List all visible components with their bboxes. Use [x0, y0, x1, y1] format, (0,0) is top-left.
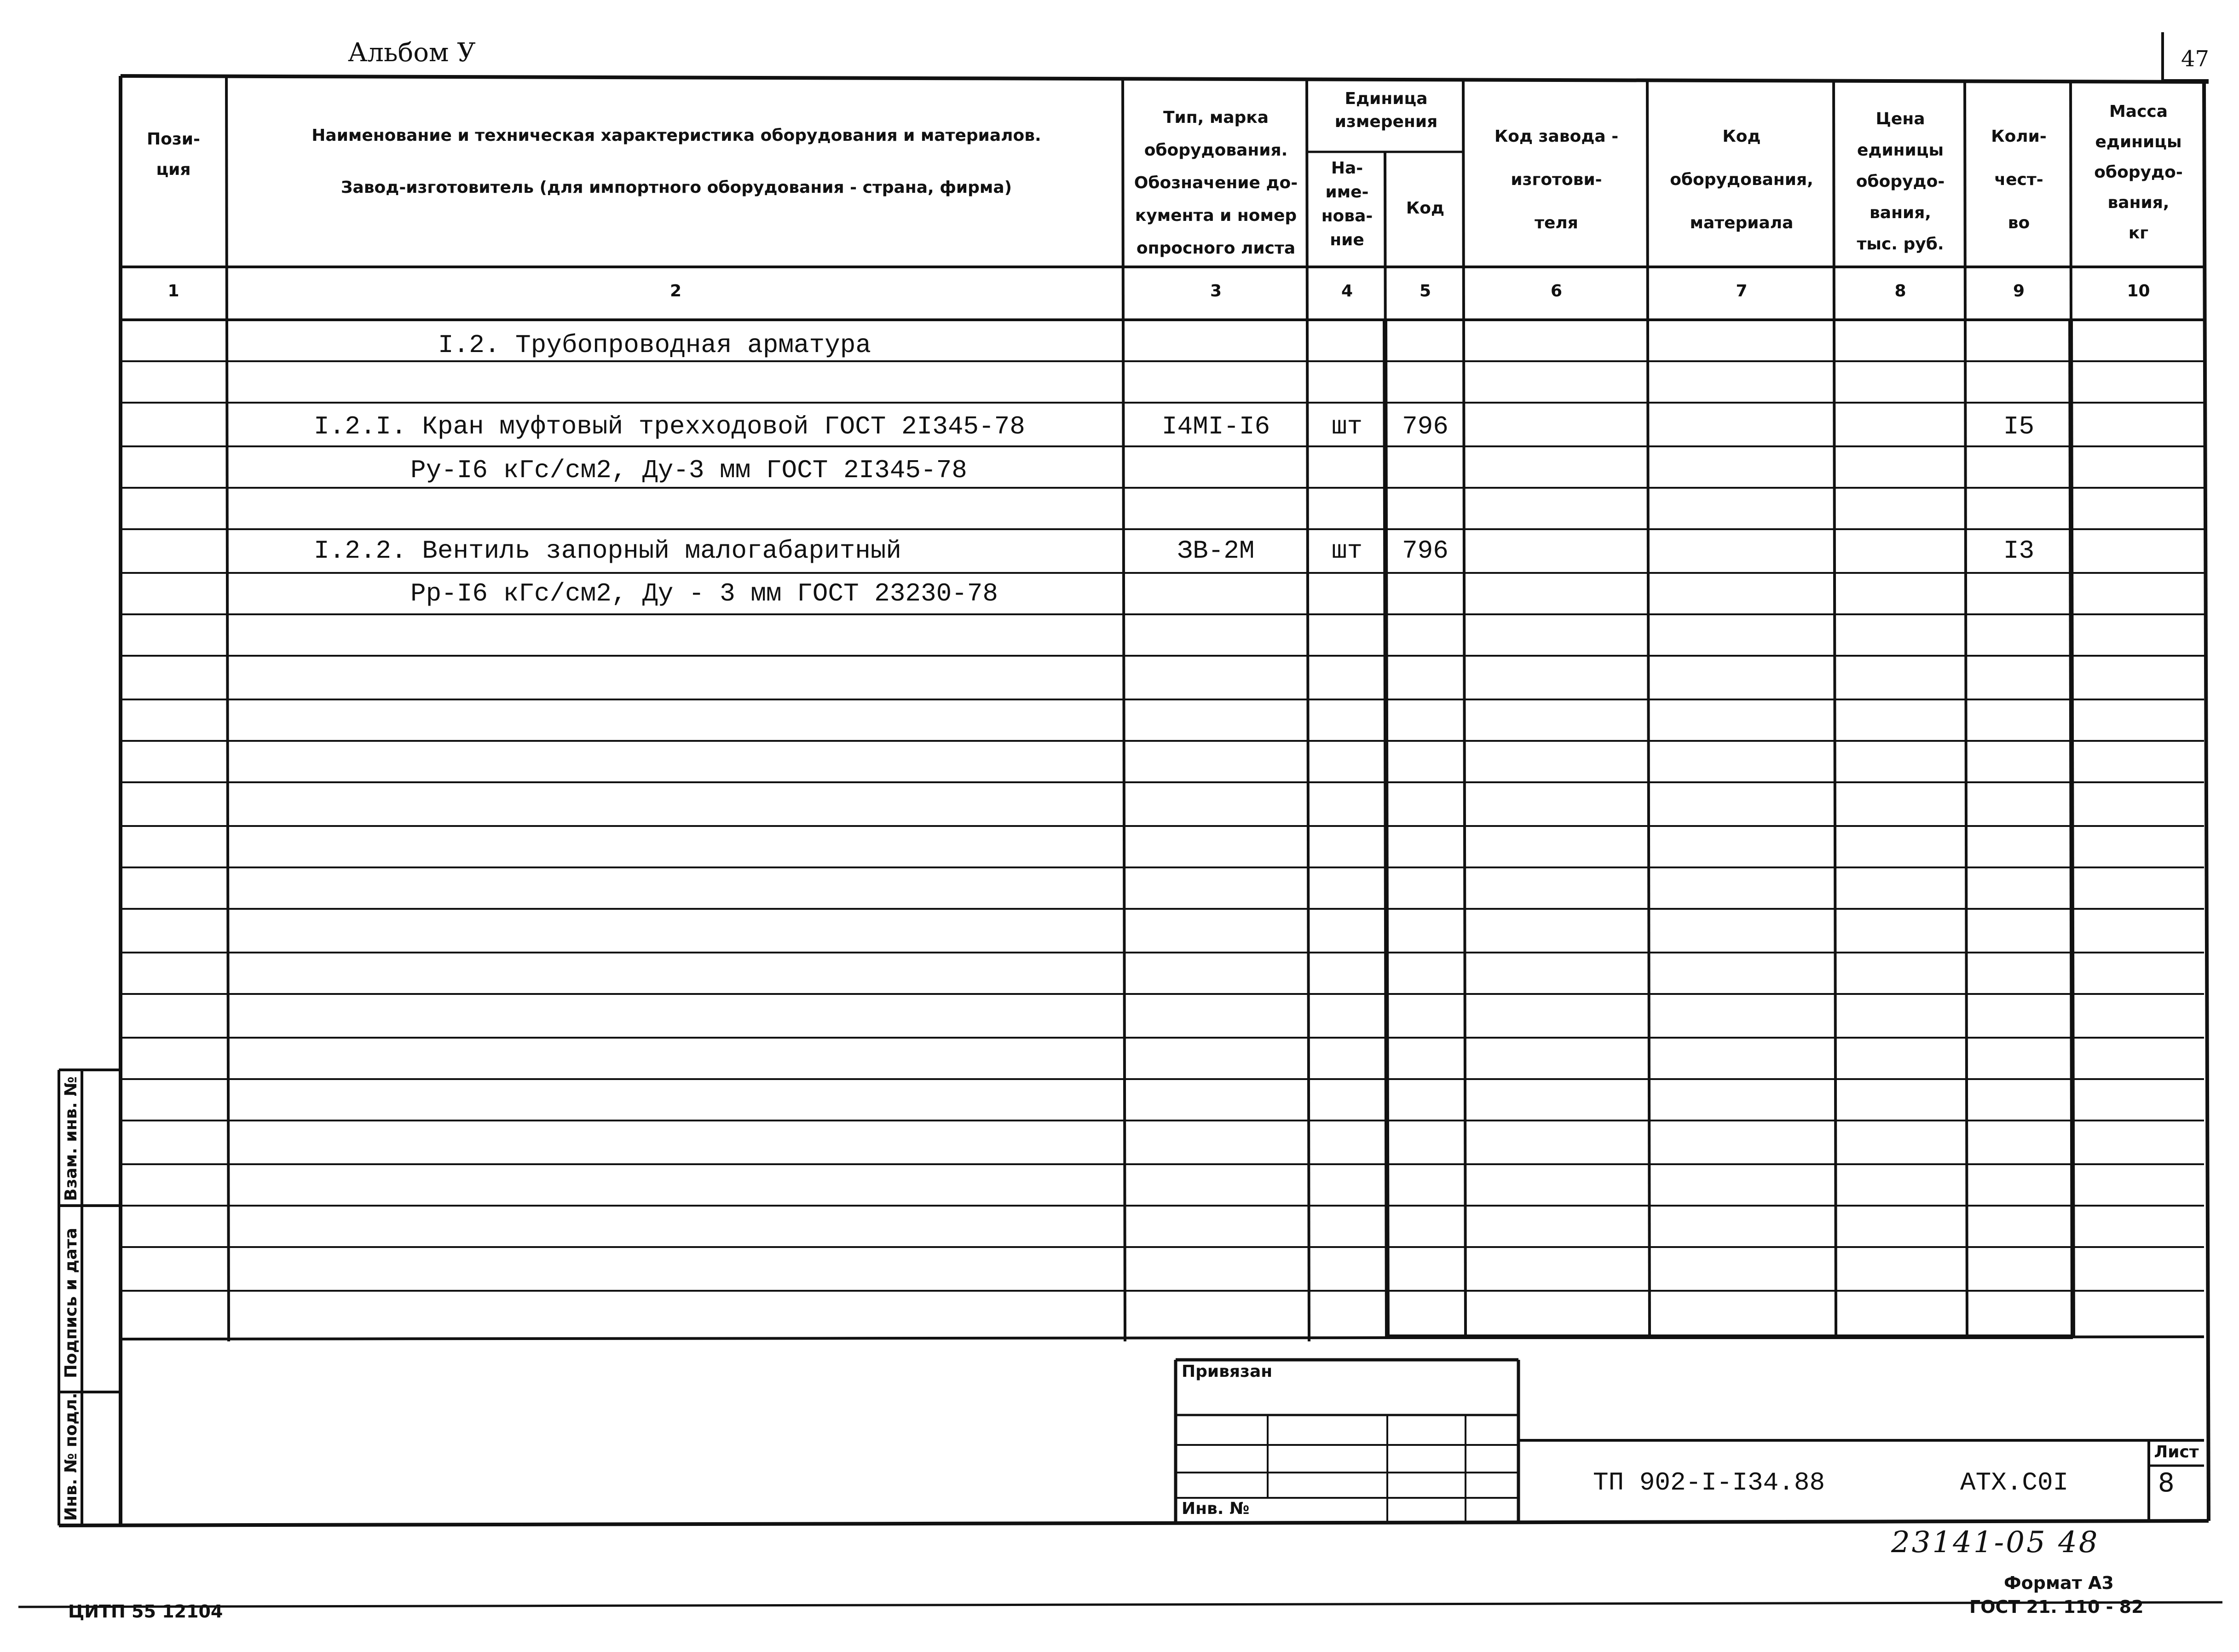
header-type: Тип, марка оборудования. Обозначение до- кумента и номер опросного листа [1134, 108, 1298, 258]
header-name-line1: Наименование и техническая характеристика оборудования и материалов. [312, 126, 1041, 145]
footer-format: Формат А3 [2004, 1573, 2114, 1593]
header-factory-code: Код завода - изготови- теля [1494, 127, 1619, 232]
row-item-qty: I3 [2003, 536, 2035, 566]
row-item-qty: I5 [2003, 412, 2035, 441]
document-code: ТП 902-I-I34.88 [1593, 1468, 1825, 1497]
row-item-name: I.2.2. Вентиль запорный малогабаритный [314, 536, 902, 566]
col-number: 6 [1550, 282, 1563, 300]
section-code: АТХ.С0I [1960, 1468, 2069, 1497]
sheet-label: Лист [2154, 1443, 2199, 1461]
row-item-code: 796 [1402, 536, 1448, 566]
row-item-unit: шт [1331, 412, 1363, 441]
row-item-code: 796 [1402, 412, 1448, 441]
header-unit-name: На- име- нова- ние [1321, 159, 1373, 249]
col-number: 7 [1736, 282, 1748, 300]
stamp-bound-label: Привязан [1182, 1362, 1273, 1381]
side-label-vzam-inv: Взам. инв. № [62, 1076, 81, 1201]
header-name-line2: Завод-изготовитель (для импортного оборудования - страна, фирма) [340, 178, 1012, 197]
header-equipment-code: Код оборудования, материала [1670, 127, 1813, 232]
sheet-number: 8 [2158, 1468, 2175, 1498]
side-label-signature-date: Подпись и дата [62, 1228, 81, 1378]
header-mass: Масса единицы оборудо- вания, кг [2094, 102, 2183, 243]
row-item-name: I.2.I. Кран муфтовый трехходовой ГОСТ 2I345-78 [314, 412, 1025, 441]
page-number-top: 47 [2181, 46, 2210, 72]
header-price: Цена единицы оборудо- вания, тыс. руб. [1856, 110, 1945, 254]
col-number: 1 [167, 282, 179, 300]
album-title: Альбом У [348, 38, 476, 68]
header-quantity: Коли- чест- во [1991, 127, 2047, 232]
stamp-inv-label: Инв. № [1182, 1499, 1250, 1518]
row-item-spec: Рр-I6 кГс/см2, Ду - 3 мм ГОСТ 23230-78 [410, 579, 998, 608]
col-number: 8 [1894, 282, 1906, 300]
col-number: 4 [1341, 282, 1353, 300]
row-item-type: ЗВ-2М [1177, 536, 1255, 566]
header-position: Пози- ция [147, 130, 200, 179]
col-number: 10 [2127, 282, 2150, 300]
footer-left-code: ЦИТП 55 12104 [68, 1601, 223, 1622]
row-item-unit: шт [1331, 536, 1363, 566]
col-number: 5 [1419, 282, 1431, 300]
footer-gost: ГОСТ 21. 110 - 82 [1969, 1597, 2144, 1617]
col-number: 2 [669, 282, 682, 300]
row-item-spec: Ру-I6 кГс/см2, Ду-3 мм ГОСТ 2I345-78 [410, 456, 967, 485]
row-item-type: I4MI-I6 [1161, 412, 1270, 441]
col-number: 3 [1210, 282, 1222, 300]
side-label-inv-podl: Инв. № подл. [62, 1392, 81, 1521]
row-section-title: I.2. Трубопроводная арматура [438, 330, 871, 360]
handwritten-number: 23141-05 48 [1891, 1525, 2100, 1560]
header-unit-code: Код [1406, 199, 1445, 218]
header-unit-group: Единица измерения [1334, 89, 1438, 131]
col-number: 9 [2013, 282, 2025, 300]
